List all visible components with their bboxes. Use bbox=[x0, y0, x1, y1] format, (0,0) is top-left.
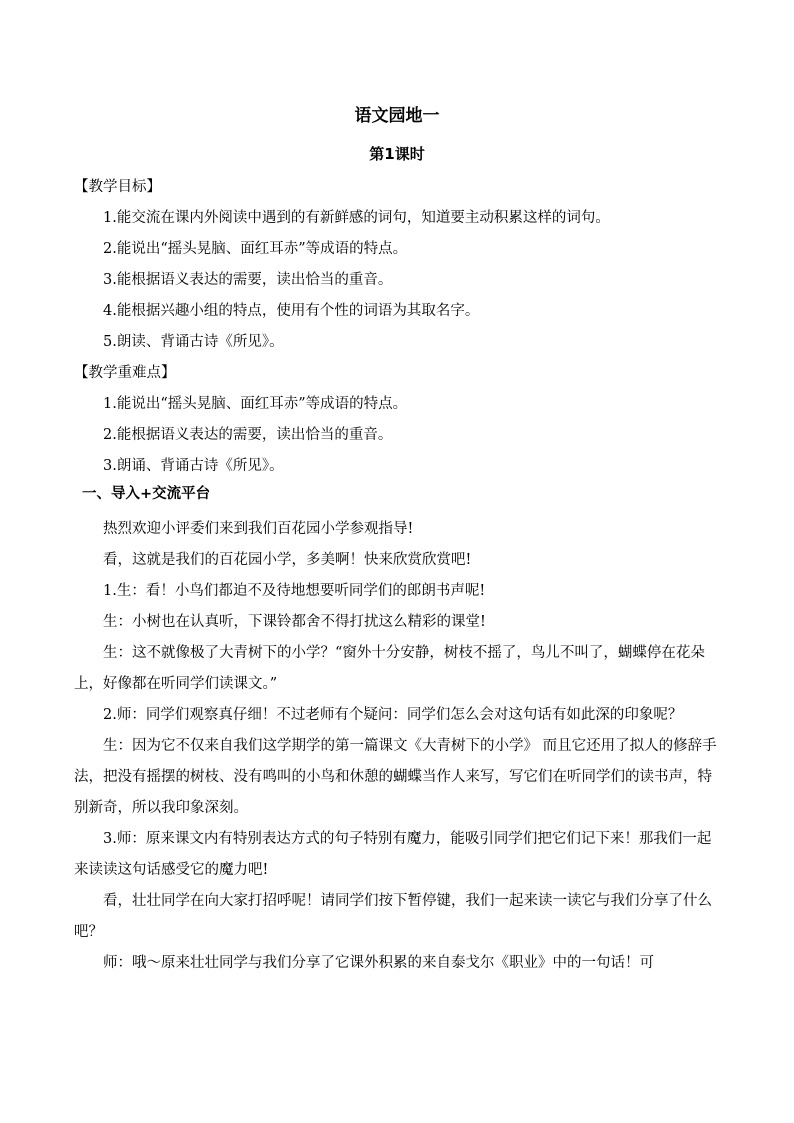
objective-item: 2.能说出“摇头晃脑、面红耳赤”等成语的特点。 bbox=[103, 241, 408, 257]
lesson-paragraph: 看，这就是我们的百花园小学，多美啊！快来欣赏欣赏吧! bbox=[103, 552, 472, 568]
lesson-paragraph: 看，壮壮同学在向大家打招呼呢！请同学们按下暂停键，我们一起来读一读它与我们分享了什么吧？ bbox=[74, 893, 712, 940]
objective-item: 3.能根据语义表达的需要，读出恰当的重音。 bbox=[103, 272, 393, 288]
document-title: 语文园地一 bbox=[354, 106, 440, 126]
document-body bbox=[74, 172, 722, 979]
lesson-paragraph: 1.生：看！小鸟们都迫不及待地想要听同学们的郎朗书声呢! bbox=[103, 583, 486, 599]
objective-item: 5.朗读、背诵古诗《所见》。 bbox=[103, 334, 284, 350]
key-point-item: 2.能根据语义表达的需要，读出恰当的重音。 bbox=[103, 427, 393, 443]
lesson-paragraph: 生：小树也在认真听，下课铃都舍不得打扰这么精彩的课堂! bbox=[103, 614, 486, 630]
objective-item: 1.能交流在课内外阅读中遇到的有新鲜感的词句，知道要主动积累这样的词句。 bbox=[103, 210, 610, 226]
objectives-heading: 【教学目标】 bbox=[74, 179, 161, 195]
lesson-paragraph: 热烈欢迎小评委们来到我们百花园小学参观指导! bbox=[103, 521, 414, 537]
lesson-paragraph: 生：因为它不仅来自我们这学期学的第一篇课文《大青树下的小学》 而且它还用了拟人的修辞手法，把没有摇摆的树枝、没有鸣叫的小鸟和休憩的蝴蝶当作人来写，写它们在听同学们的读书声，特别新奇，所以我印象深刻。 bbox=[74, 738, 717, 816]
objective-item: 4.能根据兴趣小组的特点，使用有个性的词语为其取名字。 bbox=[103, 303, 480, 319]
lesson-paragraph: 生：这不就像极了大青树下的小学？“窗外十分安静，树枝不摇了，鸟儿不叫了，蝴蝶停在花朵上，好像都在听同学们读课文。” bbox=[74, 645, 705, 692]
lesson-subtitle: 第1课时 bbox=[369, 145, 425, 163]
lesson-paragraph: 师：哦～原来壮壮同学与我们分享了它课外积累的来自泰戈尔《职业》中的一句话！可 bbox=[103, 955, 654, 971]
key-point-item: 1.能说出“摇头晃脑、面红耳赤”等成语的特点。 bbox=[103, 396, 408, 412]
lesson-paragraph: 3.师：原来课文内有特别表达方式的句子特别有魔力，能吸引同学们把它们记下来！那我们一起来读读这句话感受它的魔力吧! bbox=[74, 831, 712, 878]
key-points-heading: 【教学重难点】 bbox=[74, 365, 176, 381]
lesson-paragraph: 2.师：同学们观察真仔细！不过老师有个疑问：同学们怎么会对这句话有如此深的印象呢？ bbox=[103, 707, 683, 723]
section-heading: 一、导入+交流平台 bbox=[82, 486, 211, 502]
key-point-item: 3.朗诵、背诵古诗《所见》。 bbox=[103, 458, 284, 474]
